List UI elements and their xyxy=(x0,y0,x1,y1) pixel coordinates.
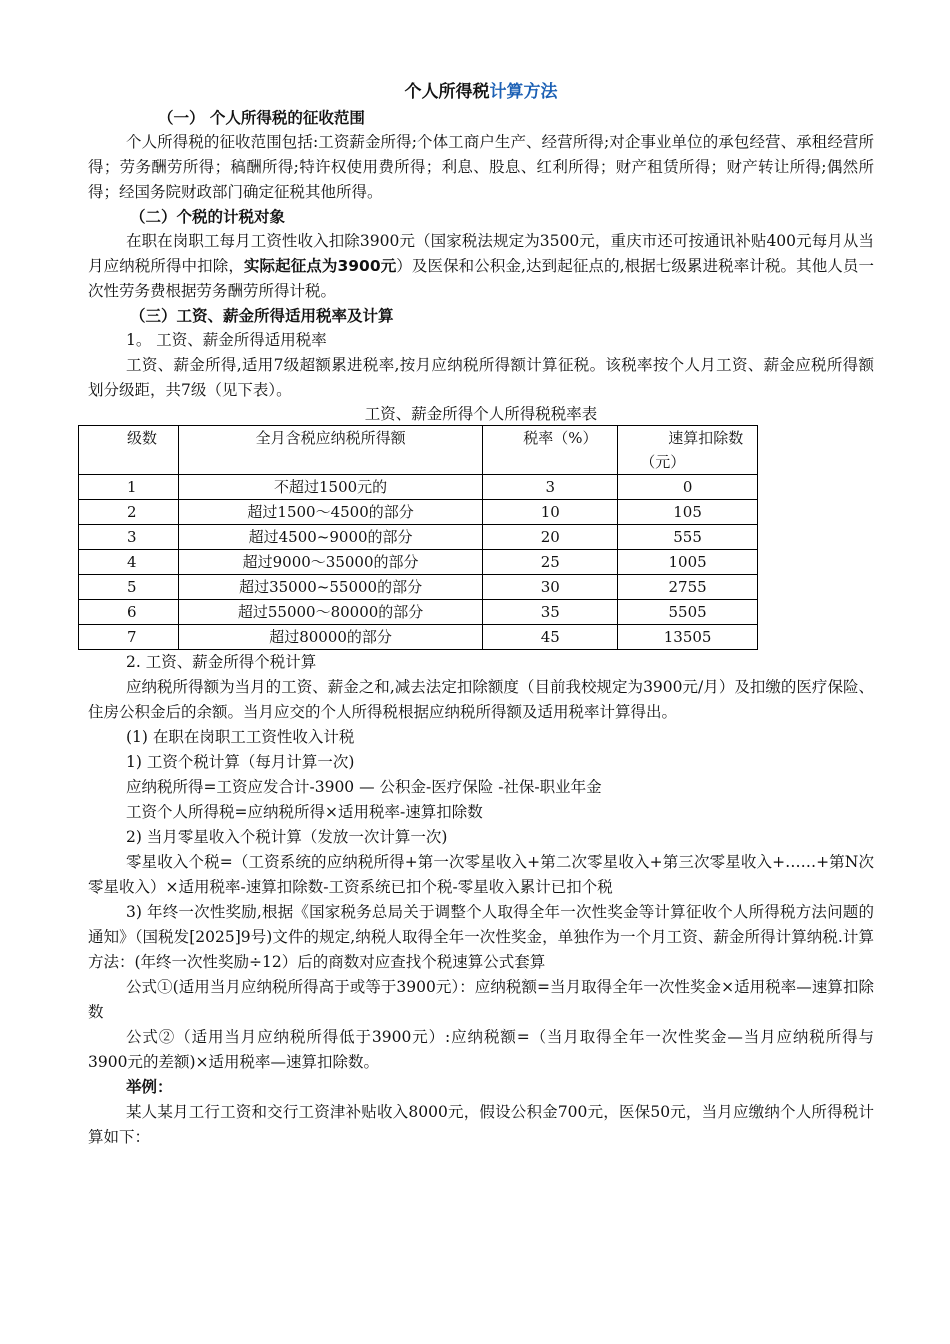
table-row xyxy=(79,575,758,600)
section-3-heading: （三）工资、薪金所得适用税率及计算 xyxy=(130,307,394,325)
table-row xyxy=(79,600,758,625)
cell-rate: 30 xyxy=(483,575,618,600)
header-rate: 税率（%） xyxy=(483,426,618,475)
formula-casual-income-tax: 零星收入个税=（工资系统的应纳税所得+第一次零星收入+第二次零星收入+第三次零星收入+……+第N次零星收入）×适用税率-速算扣除数-工资系统已扣个税-零星收入累计已扣个税 xyxy=(88,853,874,896)
cell-deduction: 555 xyxy=(618,525,758,550)
document-page xyxy=(88,78,874,1150)
cell-rate: 35 xyxy=(483,600,618,625)
item-2-heading: 2. 工资、薪金所得个税计算 xyxy=(126,653,317,671)
item-2-paragraph: 应纳税所得额为当月的工资、薪金之和,减去法定扣除额度（目前我校规定为3900元/月）及扣缴的医疗保险、住房公积金后的余额。当月应交的个人所得税根据应纳税所得额及适用税率计算得出。 xyxy=(88,678,874,721)
table-header-row xyxy=(79,426,758,475)
cell-income-range: 超过9000～35000的部分 xyxy=(178,550,482,575)
example-paragraph: 某人某月工行工资和交行工资津补贴收入8000元，假设公积金700元，医保50元，当月应缴纳个人所得税计算如下： xyxy=(88,1103,874,1146)
cell-level: 4 xyxy=(79,550,179,575)
sub-item-1-2: 2) 当月零星收入个税计算（发放一次计算一次) xyxy=(126,828,448,846)
table-row xyxy=(79,550,758,575)
cell-income-range: 不超过1500元的 xyxy=(178,475,482,500)
tax-rate-table xyxy=(78,425,758,650)
cell-income-range: 超过35000~55000的部分 xyxy=(178,575,482,600)
cell-income-range: 超过80000的部分 xyxy=(178,625,482,650)
item-1-heading: 1。 工资、薪金所得适用税率 xyxy=(126,331,327,349)
cell-deduction: 2755 xyxy=(618,575,758,600)
header-income-range: 全月含税应纳税所得额 xyxy=(178,426,482,475)
cell-income-range: 超过4500~9000的部分 xyxy=(178,525,482,550)
sub-item-1-1: 1) 工资个税计算（每月计算一次) xyxy=(126,753,355,771)
title-part-1: 个人所得税 xyxy=(404,82,490,102)
formula-salary-tax: 工资个人所得税=应纳税所得×适用税率-速算扣除数 xyxy=(126,803,483,821)
header-deduction: 速算扣除数（元） xyxy=(618,426,758,475)
table-caption: 工资、薪金所得个人所得税税率表 xyxy=(364,405,598,423)
cell-deduction: 13505 xyxy=(618,625,758,650)
example-label: 举例： xyxy=(126,1078,173,1096)
table-row xyxy=(79,625,758,650)
cell-level: 7 xyxy=(79,625,179,650)
cell-income-range: 超过55000～80000的部分 xyxy=(178,600,482,625)
document-title xyxy=(88,78,874,106)
title-part-2: 计算方法 xyxy=(489,82,558,102)
formula-one: 公式①(适用当月应纳税所得高于或等于3900元）：应纳税额=当月取得全年一次性奖金×适用税率—速算扣除数 xyxy=(88,978,874,1021)
header-level: 级数 xyxy=(79,426,179,475)
table-row xyxy=(79,475,758,500)
cell-rate: 45 xyxy=(483,625,618,650)
section-2-heading: （二）个税的计税对象 xyxy=(130,208,286,226)
section-1-paragraph: 个人所得税的征收范围包括:工资薪金所得;个体工商户生产、经营所得;对企事业单位的承包经营、承租经营所得；劳务酬劳所得；稿酬所得;特许权使用费所得；利息、股息、红利所得；财产租赁所得；财产转让所得;偶然所得；经国务院财政部门确定征税其他所得。 xyxy=(88,133,874,201)
cell-deduction: 0 xyxy=(618,475,758,500)
threshold-emphasis: 实际起征点为3900元 xyxy=(243,257,397,275)
cell-rate: 20 xyxy=(483,525,618,550)
table-body xyxy=(79,475,758,650)
cell-income-range: 超过1500～4500的部分 xyxy=(178,500,482,525)
cell-level: 6 xyxy=(79,600,179,625)
item-1-paragraph: 工资、薪金所得,适用7级超额累进税率,按月应纳税所得额计算征税。该税率按个人月工资、薪金应税所得额划分级距，共7级（见下表）。 xyxy=(88,356,874,399)
cell-deduction: 1005 xyxy=(618,550,758,575)
table-row xyxy=(79,500,758,525)
cell-level: 2 xyxy=(79,500,179,525)
cell-level: 3 xyxy=(79,525,179,550)
cell-rate: 3 xyxy=(483,475,618,500)
section-2-text-a: 在职在岗职工每月工资性收入扣除3900元（国家税法规定为3500元，重庆市还可按通讯补贴400元每月从当月应纳税所得中扣除， xyxy=(88,232,874,275)
section-2-text-b: ）及医保和公积金,达到起征点的,根据七级累进税率计税。其他人员一次性劳务费根据劳务酬劳所得计税。 xyxy=(88,257,874,300)
section-1-heading: （一） 个人所得税的征收范围 xyxy=(158,109,365,127)
cell-rate: 25 xyxy=(483,550,618,575)
cell-deduction: 105 xyxy=(618,500,758,525)
section-2-paragraph xyxy=(88,229,874,304)
cell-level: 5 xyxy=(79,575,179,600)
cell-deduction: 5505 xyxy=(618,600,758,625)
formula-two: 公式②（适用当月应纳税所得低于3900元）:应纳税额=（当月取得全年一次性奖金—当月应纳税所得与3900元的差额)×适用税率—速算扣除数。 xyxy=(88,1028,874,1071)
formula-taxable-income: 应纳税所得=工资应发合计-3900 — 公积金-医疗保险 -社保-职业年金 xyxy=(126,778,602,796)
cell-level: 1 xyxy=(79,475,179,500)
sub-item-1-3: 3) 年终一次性奖励,根据《国家税务总局关于调整个人取得全年一次性奖金等计算征收个人所得税方法问题的通知》（国税发[2025]9号)文件的规定,纳税人取得全年一次性奖金，单独作为一个月工资、薪金所得计算纳税.计算方法：(年终一次性奖励÷12）后的商数对应查找个税速算公式套算 xyxy=(88,903,874,971)
table-row xyxy=(79,525,758,550)
sub-item-1-heading: (1) 在职在岗职工工资性收入计税 xyxy=(126,728,355,746)
cell-rate: 10 xyxy=(483,500,618,525)
